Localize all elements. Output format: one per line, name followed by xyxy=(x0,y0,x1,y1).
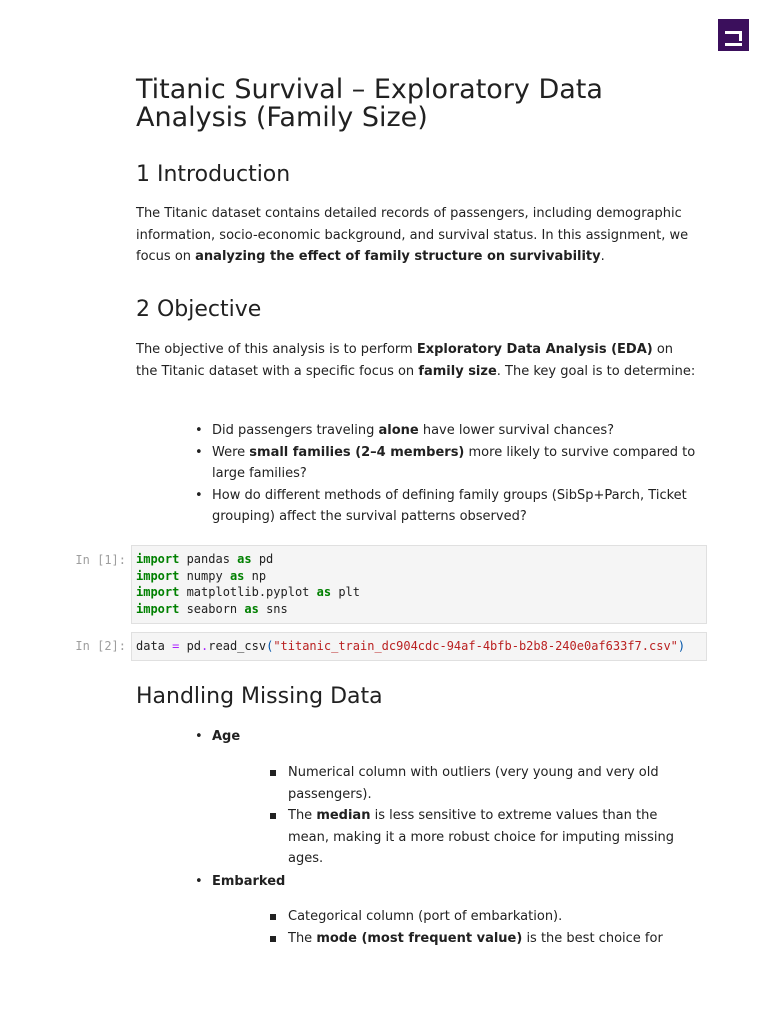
list-item: • Did passengers traveling alone have lower survival chances? xyxy=(212,420,702,442)
cell-prompt-2: In [2]: xyxy=(75,639,126,653)
jupyter-book-logo-icon[interactable] xyxy=(718,19,749,51)
list-item: • Age xyxy=(212,726,702,748)
objective-bullet-list xyxy=(212,420,702,528)
list-item: • How do different methods of defining family groups (SibSp+Parch, Ticket grouping) affect the survival patterns observed? xyxy=(212,485,702,528)
heading-introduction: 1 Introduction xyxy=(136,162,291,187)
list-item: • Embarked xyxy=(212,871,702,893)
list-item: Categorical column (port of embarkation). xyxy=(288,906,688,928)
missing-age-list xyxy=(212,726,702,748)
missing-embarked-list xyxy=(212,871,702,893)
embarked-sub-list xyxy=(288,906,688,949)
page-title: Titanic Survival – Exploratory Data Analysis (Family Size) xyxy=(136,74,603,133)
list-item: Numerical column with outliers (very young and very old passengers). xyxy=(288,762,688,805)
list-item: • Were small families (2–4 members) more likely to survive compared to large families? xyxy=(212,442,702,485)
heading-missing-data: Handling Missing Data xyxy=(136,684,383,709)
list-item: The mode (most frequent value) is the best choice for xyxy=(288,928,688,950)
code-cell-imports[interactable]: import pandas as pd import numpy as np import matplotlib.pyplot as plt import seaborn as sns xyxy=(131,545,707,624)
code-cell-read-csv[interactable]: data = pd.read_csv("titanic_train_dc904cdc-94af-4bfb-b2b8-240e0af633f7.csv") xyxy=(131,632,707,661)
age-sub-list xyxy=(288,762,688,870)
list-item: The median is less sensitive to extreme values than the mean, making it a more robust choice for imputing missing ages. xyxy=(288,805,688,870)
intro-paragraph: The Titanic dataset contains detailed records of passengers, including demographic information, socio-economic background, and survival status. In this assignment, we focus on analyzing the effect of family structure on survivability. xyxy=(136,206,689,264)
objective-paragraph: The objective of this analysis is to perform Exploratory Data Analysis (EDA) on the Titanic dataset with a specific focus on family size. The key goal is to determine: xyxy=(136,342,696,379)
heading-objective: 2 Objective xyxy=(136,297,262,322)
cell-prompt-1: In [1]: xyxy=(75,553,126,567)
